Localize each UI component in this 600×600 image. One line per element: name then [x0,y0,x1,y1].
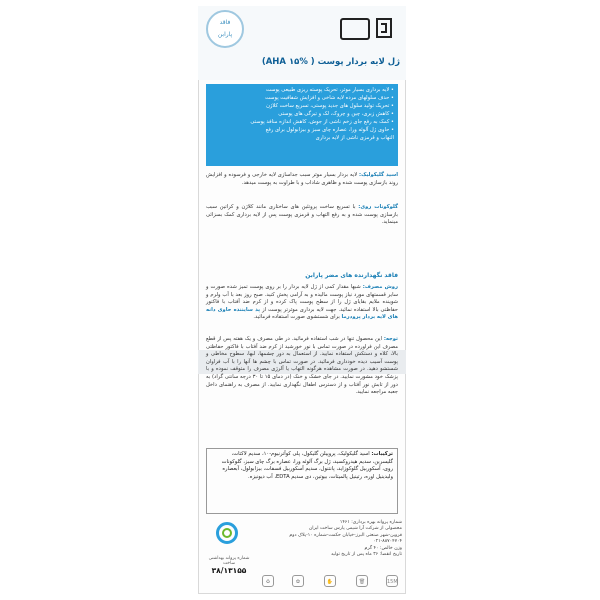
caution-label: توجه: [383,336,398,342]
footer-line: تاریخ انقضا: ۳۶ ماه پس از تاریخ تولید [331,552,402,558]
footer-line: ۰۲۱-۸۸۷۰۴۷۰۴ [373,539,402,545]
manufacturer-info [262,520,402,558]
dispose-icon: 🗑 [356,575,368,587]
gluconate-label: گلوکونات روی: [358,204,398,210]
caution-paragraph [206,336,398,397]
bunny-icon: ✿ [292,575,304,587]
ingredients-box [206,448,398,514]
registration-inner-icon [222,528,232,538]
badge-line-2: پارابن [217,31,233,38]
benefit-item: • کمک به رفع جای زخم ناشی از جوش، کاهش اندازه منافذ پوستی [250,119,394,125]
paraben-free-badge [206,10,244,48]
badge-line-1: فاقد [219,19,231,26]
benefit-item: التهاب و قرمزی ناشی از لایه برداری [315,135,394,141]
product-title: ژل لایه بردار پوست ( AHA ۱۵%) [261,57,400,67]
hand-icon: ✋ [324,575,336,587]
caution-text: این محصول تنها در شب استفاده فرمائید. در طی مصرف و یک هفته پس از قطع مصرف این فراورده در صورت تماس با نور خورشید از کرم ضد آفتاب با فاکتور حفاظتی بالا، کلاه و دستکش استفاده نمایید. از استعمال به دور چشمها، لبها، سطوح مخاطی و پوست آسیب دیده خودداری فرمائید. در صورت تماس با چشم ها آنها را با آب فراوان شستشو دهید. در صورت مشاهده هرگونه التهاب یا آلرژی مصرف را متوقف نموده و با پزشک خود مشورت نمایید. در جای خشک و خنک (در دمای ۱۵ تا ۳۰ درجه سانتی گراد) به دور از تابش نور آفتاب و از دسترس اطفال نگهداری نمایید. از مصرف به راهنمای داخل جعبه مراجعه نمایید. [206,336,399,396]
benefit-item: • حذف سلولهای مرده لایه شاخی و افزایش شفافیت پوست [265,95,394,101]
package-symbols [262,575,402,589]
glycolic-label: اسید گلیکولیک: [359,172,399,178]
footer-line: قزوین-شهر صنعتی البرز-خیابان حکمت-شماره ۱۰-پلاک دوم [289,532,402,538]
brand-word-icon [340,18,370,40]
usage-text: شبها مقدار کمی از ژل لایه بردار را بر روی پوست تمیز شده صورت و سایر قسمتهای مورد نیاز پوست مالیده و به آرامی پخش کنید. صبح روز بعد با آب ولرم و شوینده ملایم بقایای ژل را از سطح پوست پاک کرده و از کرم ضد آفتاب با فاکتور حفاظتی بالا استفاده نمائید. جهت لایه برداری موثرتر پوست از [206,284,398,313]
registration-caption: شماره پروانه بهداشتی ساخت [208,556,250,566]
benefit-item: • حاوی ژل آلوئه ورا، عصاره چای سبز و بیزابولول برای رفع [265,127,394,133]
ingredients-text: اسید گلیکولیک، پروپیلن گلیکول، پلی کوآترنیوم-۱۰، سدیم لاکتات، گلیسرین، سدیم هیدروکسید، ژل برگ آلوئه ورا، عصاره برگ چای سبز، گلوکونات روی، آسکوربیل گلوکوزاید، پانتنول، سدیم آسکوربیل فسفات، بیزابولول، آبعصاره ولیدینیل اوره، رتینیل پالمیتات، بیوتین، دی سدیم EDTA، آب دیونیزه. [221,451,393,480]
footer-line: وزن خالص: ۴۰ گرم [364,545,402,551]
registration-number: ۳۸/۱۳۱۵۵ [211,566,247,575]
recycle-icon: ♻ [262,575,274,587]
ingredients-label: ترکیبات: [371,451,393,457]
usage-emphasis: پد سایننده حاوی دانه های لایه بردار پرودرما [206,306,398,321]
gluconate-text: با تسریع ساخت پروتئین های ساختاری مانند کلاژن و کراتین سبب بازسازی پوست شده و به رفع التهاب و قرمزی پوست پس از لایه برداری کمک بسزائی مینماید. [206,204,398,226]
usage-tail: برای شستشوی صورت استفاده فرمائید. [253,314,340,321]
health-registration-logo [208,520,248,556]
benefit-item: • کاهش زبری، چین و چروک، لک و تیرگی های پوستی [278,111,394,117]
footer-line: شماره پروانه بهره برداری: ۱۴۶۱ [339,520,402,525]
footer-line: محصولی از شرکت آرا شیمی پارس ساخت ایران [308,526,402,532]
benefit-item: • تحریک تولید سلول های جدید پوستی، تسریع ساخت کلاژن [266,103,394,109]
usage-label: روش مصرف: [362,284,399,290]
glycolic-paragraph [206,172,398,187]
glycolic-text: لایه بردار بسیار موثر سبب جداسازی لایه خارجی و فرسوده و افزایش روند بازسازی پوست شده و ظاهری شاداب و با طراوت به پوست میدهد. [206,172,398,186]
paraben-free-note: فاقد نگهدارنده های مضر پارابن [305,272,398,279]
brand-mark-icon [376,18,392,38]
usage-paragraph [206,284,398,322]
benefits-list [206,84,398,166]
benefit-item: • لایه برداری بسیار موثر، تحریک پوسته ریزی طبیعی پوست [266,87,394,93]
gluconate-paragraph [206,204,398,227]
15m-icon: 15M [386,575,398,587]
